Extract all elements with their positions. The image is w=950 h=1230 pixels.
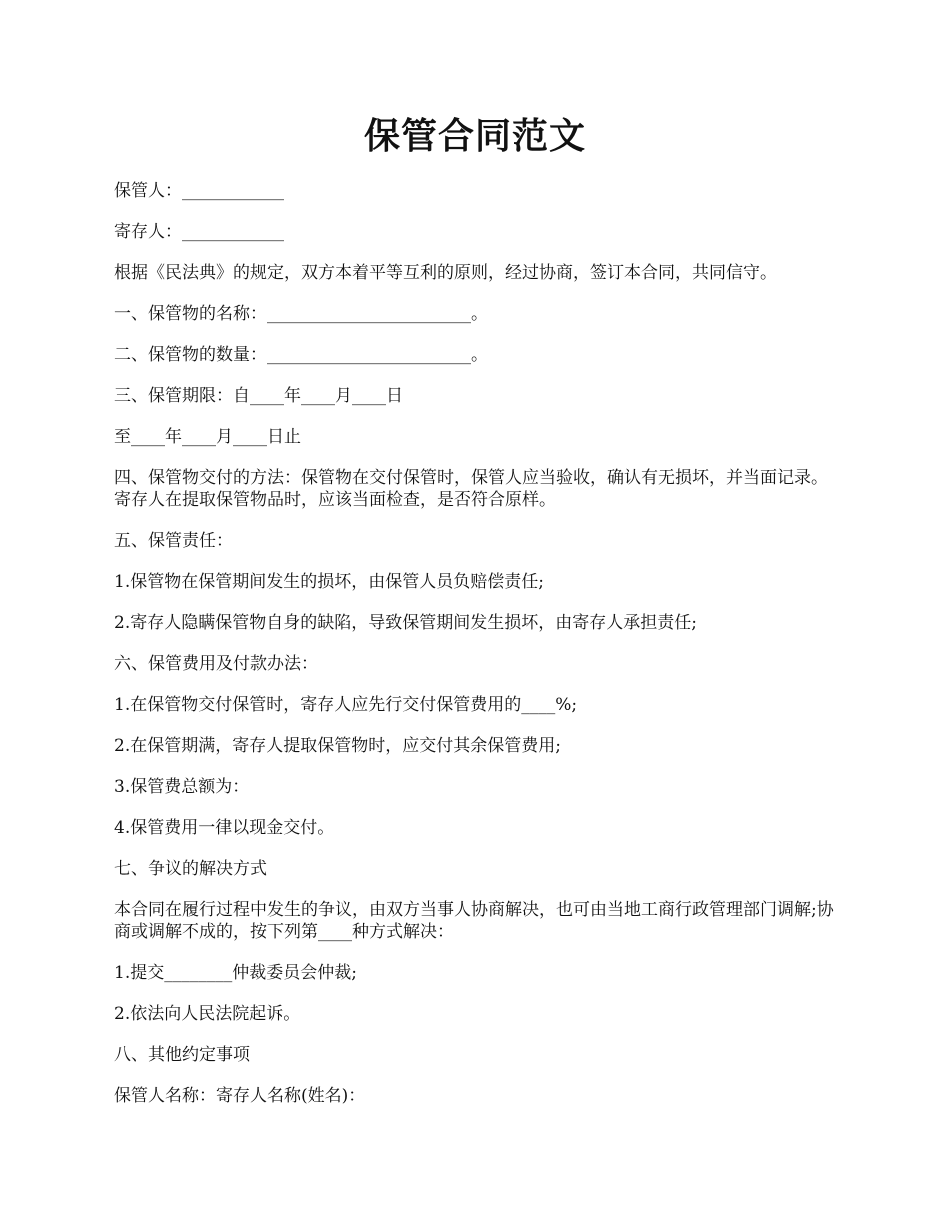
depositor-line: 寄存人：____________ — [114, 222, 284, 242]
clause-2-item-quantity: 二、保管物的数量：________________________。 — [114, 345, 488, 365]
clause-7-item-2: 2.依法向人民法院起诉。 — [114, 1004, 301, 1024]
clause-7-paragraph: 本合同在履行过程中发生的争议，由双方当事人协商解决，也可由当地工商行政管理部门调解;协商或调解不成的，按下列第____种方式解决： — [114, 900, 834, 942]
clause-6-item-3: 3.保管费总额为： — [114, 777, 250, 797]
clause-6-item-4: 4.保管费用一律以现金交付。 — [114, 818, 335, 838]
clause-1-item-name: 一、保管物的名称：________________________。 — [114, 304, 488, 324]
custodian-line: 保管人：____________ — [114, 181, 284, 201]
clause-6-item-2: 2.在保管期满，寄存人提取保管物时，应交付其余保管费用; — [114, 736, 561, 756]
clause-5-item-1: 1.保管物在保管期间发生的损坏，由保管人员负赔偿责任; — [114, 572, 544, 592]
clause-6-item-1: 1.在保管物交付保管时，寄存人应先行交付保管费用的____%; — [114, 695, 578, 715]
clause-4-delivery-method: 四、保管物交付的方法：保管物在交付保管时，保管人应当验收，确认有无损坏，并当面记录。寄存人在提取保管物品时，应该当面检查，是否符合原样。 — [114, 468, 828, 510]
clause-5-item-2: 2.寄存人隐瞒保管物自身的缺陷，导致保管期间发生损坏，由寄存人承担责任; — [114, 613, 697, 633]
document-body — [114, 180, 844, 1126]
clause-3-period-start: 三、保管期限：自____年____月____日 — [114, 386, 403, 406]
preamble-paragraph: 根据《民法典》的规定，双方本着平等互利的原则，经过协商，签订本合同，共同信守。 — [114, 263, 777, 283]
signature-line: 保管人名称：寄存人名称(姓名)： — [114, 1086, 366, 1106]
clause-7-item-1: 1.提交________仲裁委员会仲裁; — [114, 963, 357, 983]
clause-3-period-end: 至____年____月____日止 — [114, 427, 301, 447]
clause-8-heading: 八、其他约定事项 — [114, 1045, 250, 1065]
clause-6-heading: 六、保管费用及付款办法： — [114, 654, 318, 674]
clause-5-heading: 五、保管责任： — [114, 531, 233, 551]
clause-7-heading: 七、争议的解决方式 — [114, 859, 267, 879]
document-title: 保管合同范文 — [363, 115, 586, 157]
